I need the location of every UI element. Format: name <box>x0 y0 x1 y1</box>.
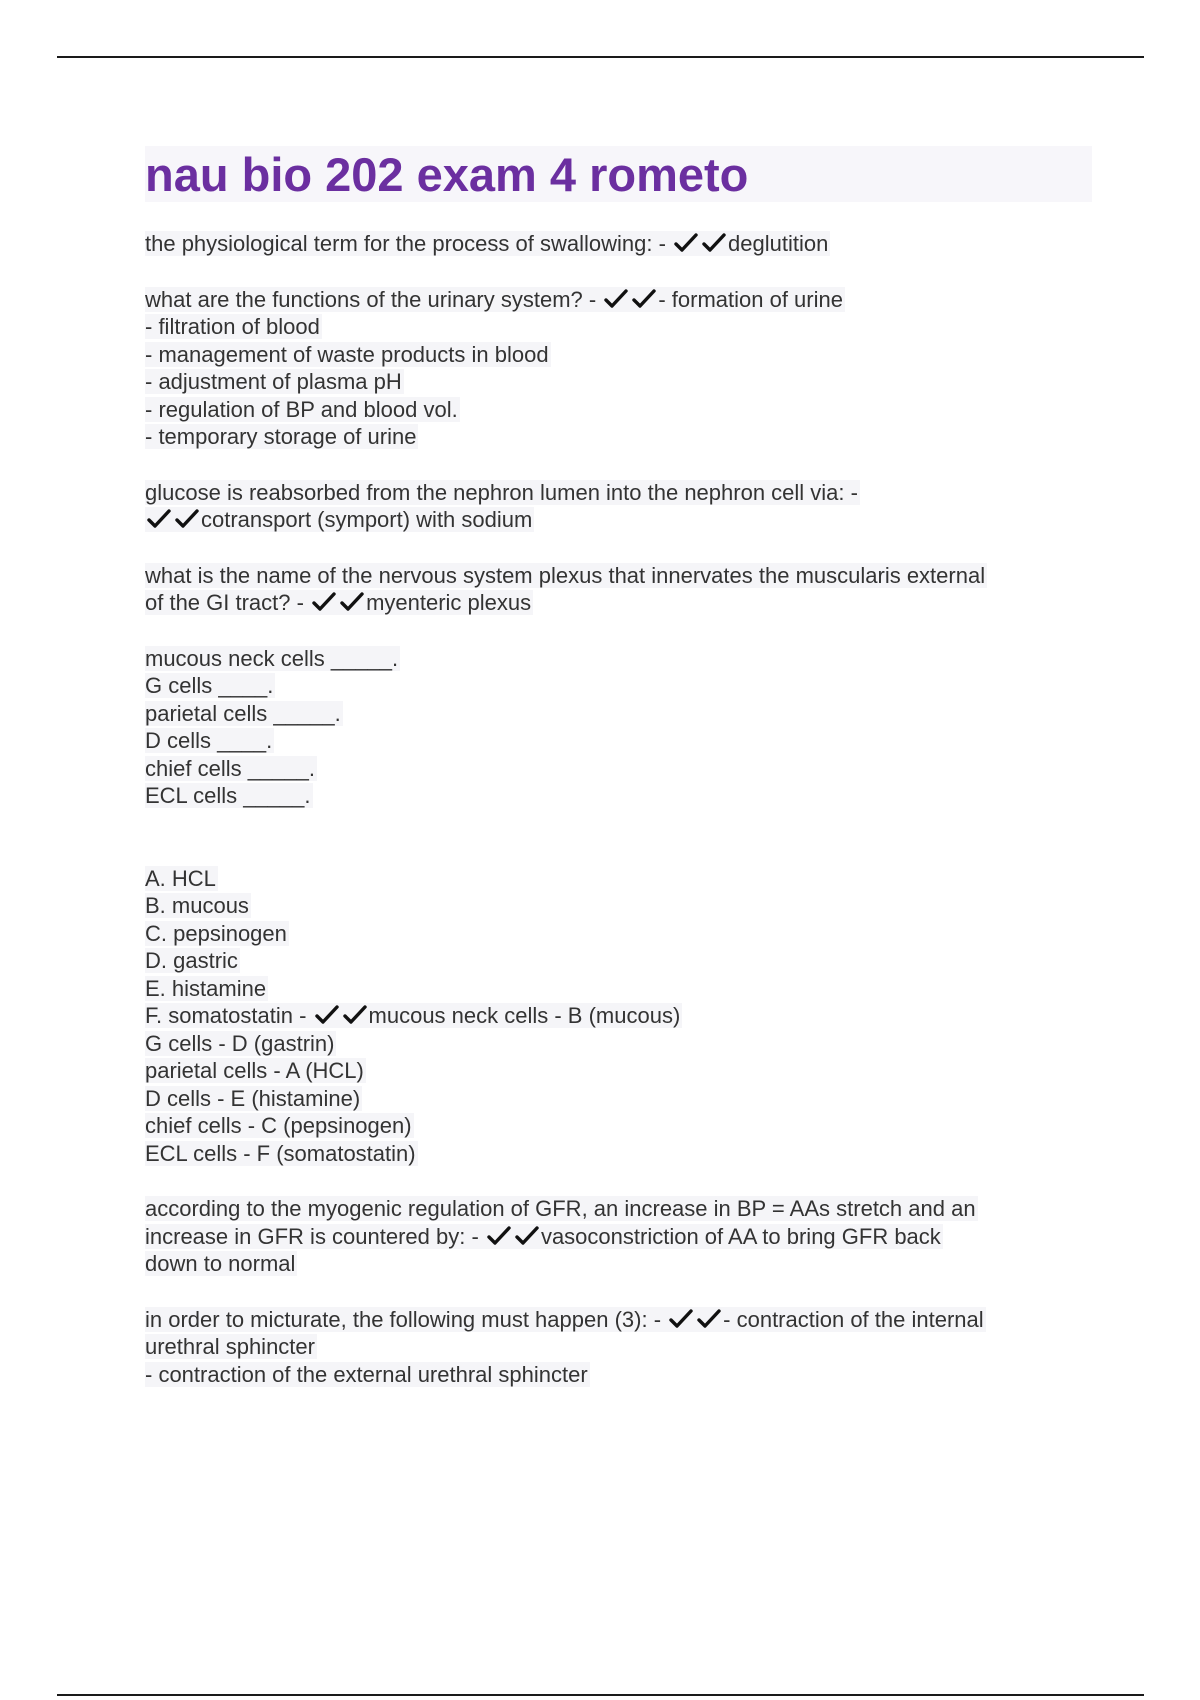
blank-line <box>145 810 1095 838</box>
blank-line <box>145 837 1095 865</box>
double-checkmark-icon <box>175 508 199 530</box>
question-text: increase in GFR is countered by: - <box>145 1223 479 1249</box>
double-checkmark-icon <box>487 1225 511 1247</box>
question-text: A. HCL <box>145 865 216 891</box>
answer-text: - temporary storage of urine <box>145 424 417 449</box>
question-text: C. pepsinogen <box>145 920 287 946</box>
double-checkmark-icon <box>702 232 726 254</box>
double-checkmark-icon <box>515 1225 539 1247</box>
answer-text: urethral sphincter <box>145 1334 315 1359</box>
page-title: nau bio 202 exam 4 rometo <box>145 147 749 201</box>
flashcard-1 <box>145 230 1095 258</box>
answer-text: myenteric plexus <box>366 590 532 615</box>
question-text: mucous neck cells _____. <box>145 645 399 671</box>
flashcard-6 <box>145 1195 1095 1278</box>
double-checkmark-icon <box>315 1004 339 1026</box>
bottom-rule <box>57 1694 1144 1696</box>
question-text: ECL cells _____. <box>145 783 311 808</box>
question-text: the physiological term for the process of swallowing: - <box>145 231 666 256</box>
question-text: what are the functions of the urinary system? - <box>145 286 597 312</box>
answer-text: - formation of urine <box>658 286 843 312</box>
double-checkmark-icon <box>697 1308 721 1330</box>
answer-text: chief cells - C (pepsinogen) <box>145 1113 412 1138</box>
answer-text: G cells - D (gastrin) <box>145 1030 335 1056</box>
flashcard-4 <box>145 562 1095 617</box>
answer-text: - contraction of the external urethral sphincter <box>145 1361 588 1387</box>
title-bar <box>145 146 1092 202</box>
top-rule <box>57 56 1144 58</box>
double-checkmark-icon <box>343 1004 367 1026</box>
question-text: of the GI tract? - <box>145 590 304 615</box>
answer-text: - filtration of blood <box>145 314 320 339</box>
question-text: E. histamine <box>145 975 267 1001</box>
double-checkmark-icon <box>669 1308 693 1330</box>
question-text: in order to micturate, the following must happen (3): - <box>145 1306 662 1332</box>
double-checkmark-icon <box>674 232 698 254</box>
flashcard-3 <box>145 479 1095 534</box>
answer-text: down to normal <box>145 1251 296 1276</box>
answer-text: - regulation of BP and blood vol. <box>145 396 458 422</box>
flashcard-7 <box>145 1306 1095 1389</box>
answer-text: vasoconstriction of AA to bring GFR back <box>540 1223 941 1249</box>
question-text: B. mucous <box>145 893 249 918</box>
answer-text: mucous neck cells - B (mucous) <box>368 1003 681 1028</box>
answer-text: - contraction of the internal <box>723 1306 984 1332</box>
answer-text: deglutition <box>728 231 829 256</box>
question-text: glucose is reabsorbed from the nephron lumen into the nephron cell via: - <box>145 479 858 505</box>
question-text: what is the name of the nervous system plexus that innervates the muscularis external <box>145 562 986 588</box>
double-checkmark-icon <box>604 288 628 310</box>
double-checkmark-icon <box>312 591 336 613</box>
flashcard-2 <box>145 286 1095 451</box>
answer-text: parietal cells - A (HCL) <box>145 1058 364 1083</box>
double-checkmark-icon <box>340 591 364 613</box>
double-checkmark-icon <box>632 288 656 310</box>
answer-text: D cells - E (histamine) <box>145 1085 361 1111</box>
question-text: parietal cells _____. <box>145 700 341 726</box>
flashcard-5 <box>145 645 1095 1168</box>
question-text: chief cells _____. <box>145 755 315 781</box>
question-text: F. somatostatin - <box>145 1003 307 1028</box>
answer-text: ECL cells - F (somatostatin) <box>145 1140 416 1166</box>
answer-text: cotransport (symport) with sodium <box>201 507 533 532</box>
question-text: G cells ____. <box>145 673 274 698</box>
document-body <box>145 146 1095 1388</box>
question-text: according to the myogenic regulation of GFR, an increase in BP = AAs stretch and an <box>145 1196 976 1221</box>
question-text: D. gastric <box>145 948 238 973</box>
double-checkmark-icon <box>147 508 171 530</box>
answer-text: - adjustment of plasma pH <box>145 369 402 394</box>
answer-text: - management of waste products in blood <box>145 341 549 367</box>
question-text: D cells ____. <box>145 728 273 753</box>
